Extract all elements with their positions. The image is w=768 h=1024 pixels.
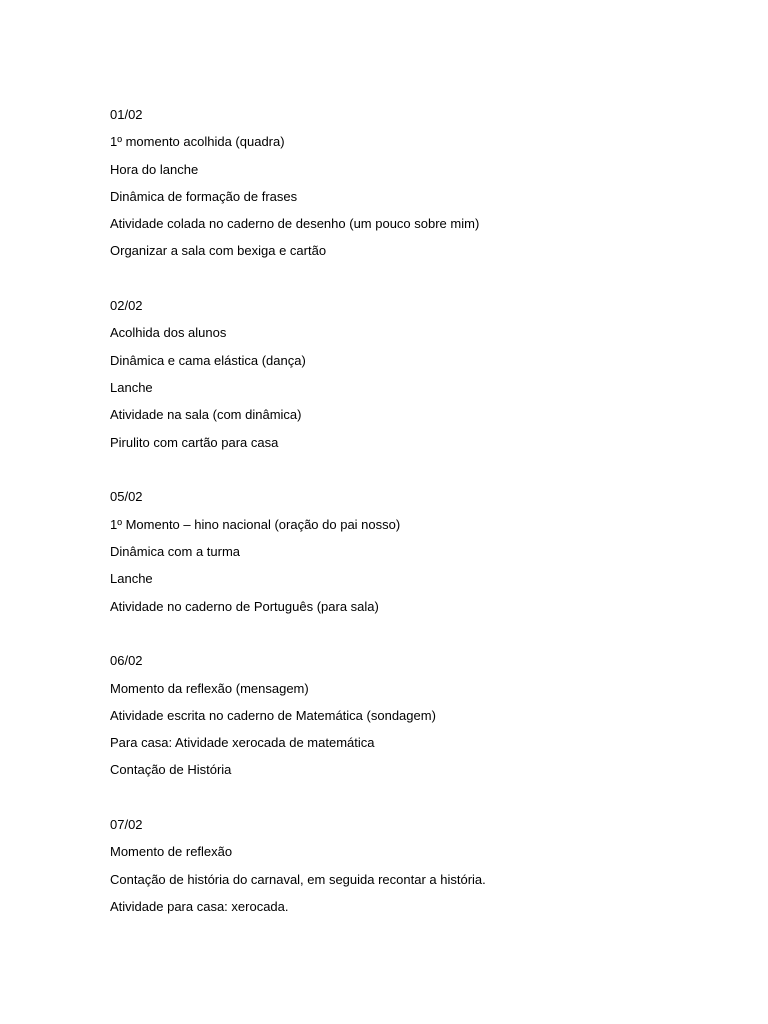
entry-item: Momento da reflexão (mensagem)	[110, 680, 309, 696]
entry-item: Contação de história do carnaval, em seguida recontar a história.	[110, 871, 486, 887]
day-entry-0102	[110, 101, 710, 265]
entry-item: Lanche	[110, 380, 153, 396]
day-entry-0602	[110, 647, 710, 783]
entry-item: 1º Momento – hino nacional (oração do pai nosso)	[110, 516, 401, 532]
entry-item: Organizar a sala com bexiga e cartão	[110, 243, 327, 259]
entry-date: 01/02	[110, 107, 143, 122]
day-entry-0502	[110, 483, 710, 619]
document-body	[110, 101, 710, 948]
day-entry-0702	[110, 811, 710, 920]
entry-item: Dinâmica de formação de frases	[110, 188, 298, 204]
entry-item: Momento de reflexão	[110, 844, 233, 860]
entry-item: Contação de História	[110, 762, 232, 778]
day-entry-0202	[110, 292, 710, 456]
entry-date: 06/02	[110, 653, 143, 669]
entry-item: Para casa: Atividade xerocada de matemática	[110, 735, 375, 751]
entry-date: 02/02	[110, 298, 143, 314]
entry-item: Atividade colada no caderno de desenho (um pouco sobre mim)	[110, 216, 480, 232]
entry-item: Pirulito com cartão para casa	[110, 434, 279, 450]
entry-item: Lanche	[110, 571, 153, 587]
entry-item: Acolhida dos alunos	[110, 325, 227, 341]
entry-date: 05/02	[110, 489, 143, 505]
entry-item: Dinâmica com a turma	[110, 543, 241, 559]
entry-item: Dinâmica e cama elástica (dança)	[110, 352, 306, 368]
entry-item: Hora do lanche	[110, 161, 199, 177]
entry-date: 07/02	[110, 817, 143, 833]
entry-item: Atividade escrita no caderno de Matemática (sondagem)	[110, 707, 436, 723]
entry-item: Atividade para casa: xerocada.	[110, 898, 289, 914]
entry-item: Atividade no caderno de Português (para sala)	[110, 598, 379, 614]
entry-item: Atividade na sala (com dinâmica)	[110, 407, 302, 423]
entry-item: 1º momento acolhida (quadra)	[110, 134, 285, 150]
